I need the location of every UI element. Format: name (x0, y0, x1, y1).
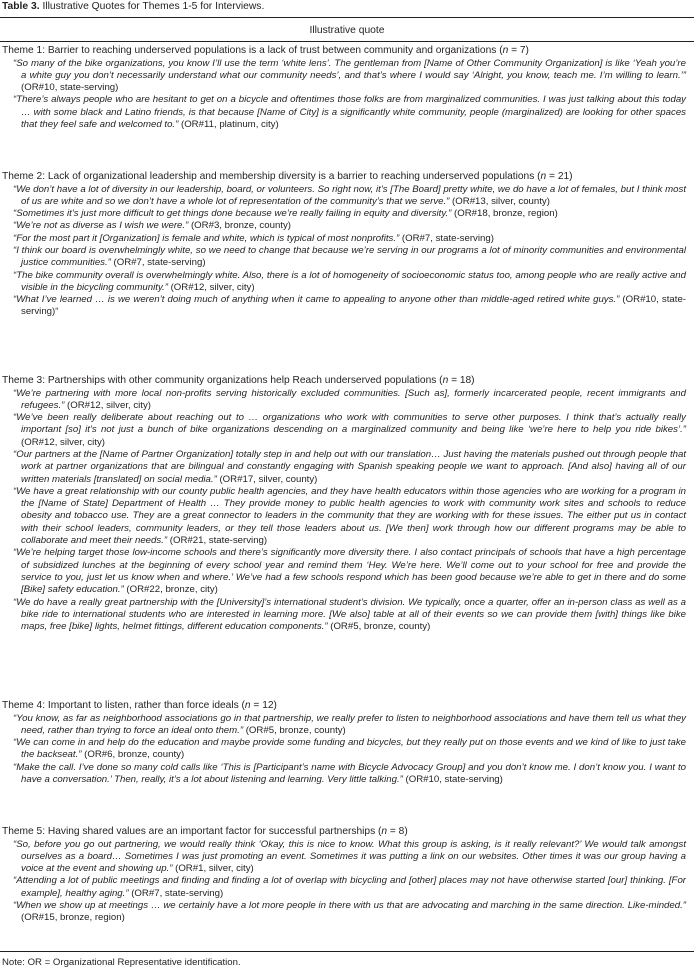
quote-text: “The bike community overall is overwhelmingly white. Also, there is a lot of homogeneity of socioeconomic status too, among people who are really active and visible in the bicycling community.” (13, 269, 686, 293)
quote-attribution: (OR#5, bronze, county) (243, 724, 346, 736)
quote-item (0, 270, 690, 295)
theme-2 (0, 171, 690, 319)
quote-attribution: (OR#10, state-serving) (402, 773, 503, 785)
quote-attribution: (OR#17, silver, county) (216, 473, 318, 485)
quote-attribution: (OR#10, state-serving)“ (21, 294, 687, 318)
quote-attribution: (OR#7, state-serving) (128, 887, 224, 899)
quote-text: “What I’ve learned … is we weren’t doing much of anything when it came to appealing to anyone other than middle-aged retired white guys.” (13, 294, 620, 306)
quote-item (0, 713, 690, 738)
quote-item (0, 294, 690, 319)
quote-text: “You know, as far as neighborhood associations go in that partnership, we really prefer to listen to neighborhood associations and have them tell us what they need, rather than trying to force an ideal onto them.” (13, 712, 686, 736)
table-label: Table 3. (2, 1, 40, 12)
quote-text: “So many of the bike organizations, you know I’ll use the term ‘white lens’. The gentleman from [Name of Other Community Organization] is like ‘Yeah you’re a white guy you don’t necessarily understand what our community needs’, and that’s where I would say ‘Alright, you know, teach me. I’m willing to learn.’” (13, 57, 686, 81)
quote-item (0, 900, 690, 925)
header-rule (0, 41, 694, 42)
quote-text: “Our partners at the [Name of Partner Organization] totally step in and help out with our translation… Just having the materials pushed out through people that work at partner organizations that are bilingual and constantly engaging with Spanish speaking people we want to approach. [And also] having all of our written materials [translated] on social media.” (13, 448, 686, 485)
theme-5 (0, 826, 690, 925)
quote-text: “For the most part it [Organization] is female and white, which is typical of most nonprofits.” (13, 232, 400, 244)
quote-item (0, 547, 690, 596)
quote-item (0, 208, 690, 220)
theme-1-title: Theme 1: Barrier to reaching underserved populations is a lack of trust between community and organizations (n = 7) (2, 45, 529, 56)
column-header: Illustrative quote (309, 25, 385, 36)
quote-text: “Attending a lot of public meetings and finding and finding a lot of overlap with bicycling and [other] places may not have otherwise started [our] thinking. [For example], healthy aging.” (13, 875, 686, 899)
quote-item (0, 94, 690, 131)
quote-attribution: (OR#13, silver, county) (449, 195, 550, 207)
theme-2-title: Theme 2: Lack of organizational leadership and membership diversity is a barrier to reaching underserved populations (n = 21) (2, 171, 573, 182)
table-caption (2, 0, 264, 13)
quote-text: “We do have a really great partnership with the [University]’s international student’s division. We typically, once a quarter, offer an in-person class as well as a bike ride to international students who are interested in learning more. [We also] table at all of their events so we can provide them [with] things like bike maps, free [bike] lights, helmet fittings, different education components.” (13, 596, 686, 633)
quote-text: “We’re helping target those low-income schools and there’s significantly more diversity there. I also contact principals of schools that have a high percentage of subsidized lunches at the beginning of every school year and remind them ‘Hey. We’re here. We’ll come out to your school for free and provide the service to you, just let us know when and where.’ We’ve had a few schools respond which has been good because we’re able to get in there and do some [Bike] safety education.” (13, 547, 686, 596)
quote-item (0, 762, 690, 787)
quote-item (0, 58, 690, 95)
bottom-rule (0, 951, 694, 952)
quote-attribution: (OR#7, state-serving) (110, 257, 206, 269)
quote-attribution: (OR#22, bronze, city) (123, 584, 218, 596)
quote-item (0, 597, 690, 634)
quote-text: “We’re not as diverse as I wish we were.” (13, 220, 189, 232)
quote-text: “Make the call. I’ve done so many cold calls like ‘This is [Participant’s name with Bicycle Advocacy Group] and you don’t know me. I don’t know you. I want to have a conversation.’ Then, really, it’s a lot about listening and learning. Very little talking.” (13, 761, 686, 785)
quote-text: “We have a great relationship with our county public health agencies, and they have health educators within those agencies who are working for a program in the [Name of State] Department of Health … They provide money to public health agencies to work with community work sites and schools to reduce obesity and tobacco use. They are a great connector to leaders in the community that they are working with for these issues. The either put us in contact with their school leaders, community leaders, or they tell those leaders about us. [We then] work through how our different programs may be able to collaborate and meet their needs.” (13, 485, 686, 547)
quote-item (0, 449, 690, 486)
quote-text: “We’re partnering with more local non-profits serving historically excluded communities. [Such as], formerly incarcerated people, recent immigrants and refugees.” (13, 387, 686, 411)
quote-item (0, 412, 690, 449)
quote-item (0, 737, 690, 762)
quote-attribution: (OR#11, platinum, city) (178, 118, 279, 130)
theme-4-title: Theme 4: Important to listen, rather than force ideals (n = 12) (2, 700, 277, 711)
quote-text: “Sometimes it’s just more difficult to get things done because we’re really failing in equity and diversity.” (13, 208, 452, 220)
theme-3-title: Theme 3: Partnerships with other community organizations help Reach underserved populations (n = 18) (2, 375, 475, 386)
quote-attribution: (OR#15, bronze, region) (21, 912, 125, 924)
quote-text: “When we show up at meetings … we certainly have a lot more people in there with us that are advocating and marching in the same direction. Like-minded.” (13, 899, 686, 911)
quote-attribution: (OR#21, state-serving) (167, 535, 268, 547)
quote-text: “We can come in and help do the education and maybe provide some funding and bicycles, but they really put on those events and we kind of like to just take the backseat.” (13, 737, 686, 761)
quote-item (0, 486, 690, 547)
theme-4 (0, 700, 690, 786)
theme-5-title: Theme 5: Having shared values are an important factor for successful partnerships (n = 8) (2, 826, 408, 837)
quote-attribution: (OR#3, bronze, county) (188, 220, 291, 232)
table-note: Note: OR = Organizational Representative identification. (2, 957, 241, 968)
quote-text: “We’ve been really deliberate about reaching out to … organizations who work with communities to serve other purposes. I think that’s actually really important [so] it’s not just a bunch of bike organizations descending on a marginalized community and being like ‘we’re here to help you ride bikes’.” (13, 412, 686, 436)
quote-item (0, 220, 690, 232)
quote-item (0, 184, 690, 209)
quote-text: “There’s always people who are hesitant to get on a bicycle and oftentimes those folks are from marginalized communities. I was just talking about this today … with some black and Latino friends, is that because [Name of City] is a significantly white community, people (marginalized) are looking for other spaces that they feel safe and welcomed to.” (13, 94, 686, 130)
quote-item (0, 839, 690, 876)
quote-item (0, 875, 690, 900)
quote-attribution: (OR#5, bronze, county) (327, 621, 431, 633)
quote-attribution: (OR#12, silver, city) (167, 281, 255, 293)
top-rule (0, 17, 694, 18)
quote-attribution: (OR#12, silver, city) (21, 436, 105, 448)
quote-item (0, 245, 690, 270)
quote-item (0, 388, 690, 413)
table-title: Illustrative Quotes for Themes 1-5 for Interviews. (42, 1, 265, 12)
theme-3 (0, 375, 690, 633)
quote-item (0, 233, 690, 245)
quote-text: “So, before you go out partnering, we would really think ‘Okay, this is nice to know. What this group is asking, is it really relevant?’ We would talk amongst ourselves as a board… Sometimes I was just promoting an event. Sometimes it was putting a link on our websites. Other times it was our group having a voice at the event and showing up.” (13, 838, 686, 875)
theme-1 (0, 45, 690, 131)
quote-text: “I think our board is overwhelmingly white, so we need to change that because we’re serving in our programs a lot of minority communities and environmental justice communities.” (13, 244, 686, 269)
quote-attribution: (OR#12, silver, city) (64, 399, 151, 411)
quote-attribution: (OR#7, state-serving) (399, 232, 494, 244)
quote-attribution: (OR#6, bronze, county) (81, 749, 185, 761)
quote-attribution: (OR#10, state-serving) (21, 82, 119, 94)
quote-attribution: (OR#1, silver, city) (172, 863, 254, 875)
quote-attribution: (OR#18, bronze, region) (451, 208, 558, 220)
quote-text: “We don’t have a lot of diversity in our leadership, board, or volunteers. So right now, it’s [The Board] pretty white, we do have a lot of females, but I think most of us are white and so we don’t have a whole lot of representation of the community’s that we serve.” (13, 183, 686, 207)
